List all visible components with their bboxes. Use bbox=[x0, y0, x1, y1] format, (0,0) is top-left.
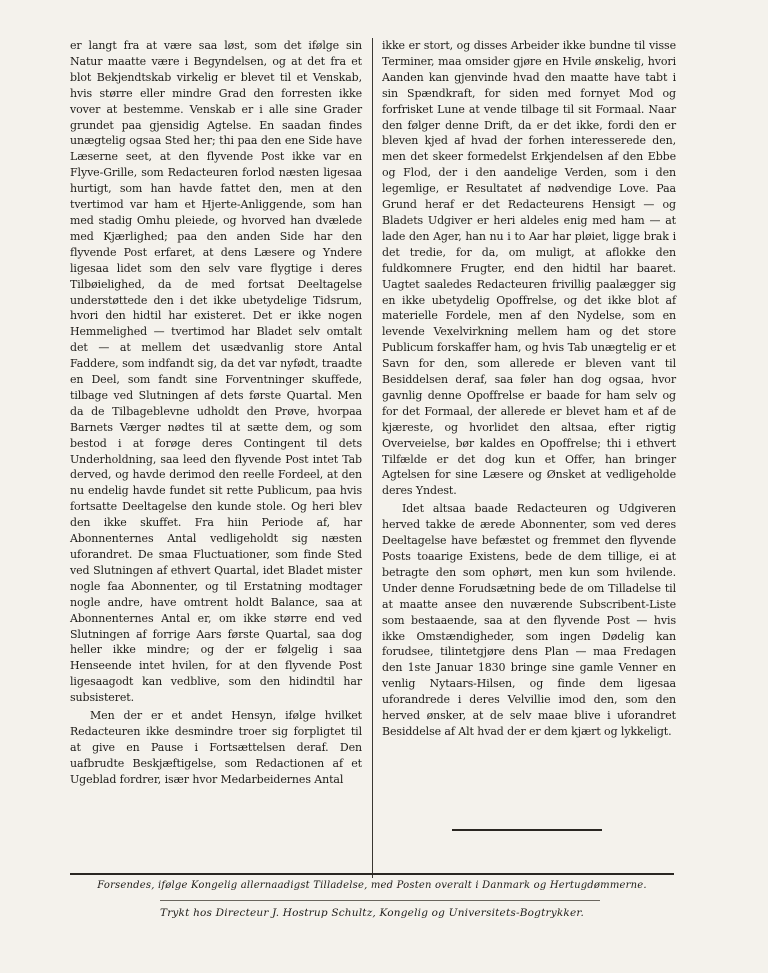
left-column bbox=[70, 38, 362, 788]
right-paragraph-1: ikke er stort, og disses Arbeider ikke bundne til visse Terminer, maa omsider gjøre en Hvile ønskelig, hvori Aanden kan gjenvinde hvad den maatte have tabt i sin Spændkraft, for siden med fornyet Mod og forfrisket Lune at vende tilbage til sit Formaal. Naar den følger denne Drift, da er det ikke, fordi den er bleven kjed af hvad der forhen interesserede den, men det skeer formedelst Erkjendelsen af den Ebbe og Flod, der i den aandelige Verden, som i den legemlige, er Resultatet af nødvendige Love. Paa Grund heraf er det Redacteurens Hensigt — og Bladets Udgiver er heri aldeles enig med ham — at lade den Ager, han nu i to Aar har pløiet, ligge brak i det tredie, for da, om muligt, at aflokke den fuldkomnere Frugter, end den hidtil har baaret. Uagtet saaledes Redacteuren frivillig paalægger sig en ikke ubetydelig Opoffrelse, og det ikke blot af materielle Fordele, men af den Nydelse, som en levende Vexelvirkning mellem ham og det store Publicum forskaffer ham, og hvis Tab unægtelig er et Savn for den, som allerede er bleven vant til Besiddelsen deraf, saa føler han dog ogsaa, hvor gavnlig denne Opoffrelse er baade for ham selv og for det Formaal, der allerede er blevet ham et af de kjæreste, og hvorlidet den altsaa, efter rigtig Overveielse, bør kaldes en Opoffrelse; thi i ethvert Tilfælde er det dog kun et Offer, han bringer Agtelsen for sine Læsere og Ønsket at vedligeholde deres Yndest. bbox=[382, 39, 676, 498]
printer-imprint: Trykt hos Directeur J. Hostrup Schultz, Kongelig og Universitets-Bogtrykker. bbox=[160, 907, 584, 919]
right-column bbox=[382, 38, 676, 740]
column-divider bbox=[372, 38, 373, 878]
footer-top-rule bbox=[70, 873, 674, 875]
footer-divider bbox=[160, 900, 600, 901]
postal-notice: Forsendes, ifølge Kongelig allernaadigst Tilladelse, med Posten overalt i Danmark og Hertugdømmerne. bbox=[97, 880, 647, 891]
left-paragraph-1: er langt fra at være saa løst, som det ifølge sin Natur maatte være i Begyndelsen, og at det fra et blot Bekjendtskab virkelig er blevet til et Venskab, hvis større eller mindre Grad den forresten ikke vover at bestemme. Venskab er i alle sine Grader grundet paa gjensidig Agtelse. En saadan findes unægtelig ogsaa Sted her; thi paa den ene Side have Læserne seet, at den flyvende Post ikke var en Flyve-Grille, som Redacteuren forlod næsten ligesaa hurtigt, som han havde fattet den, men at den tvertimod var ham et Hjerte-Anliggende, som han med stadig Omhu pleiede, og hvorved han dvælede med Kjærlighed; paa den anden Side har den flyvende Post erfaret, at dens Læsere og Yndere ligesaa lidet som den selv vare flygtige i deres Tilbøielighed, da de med fortsat Deeltagelse understøttede den i det ikke ubetydelige Tidsrum, hvori den hidtil har existeret. Det er ikke nogen Hemmelighed — tvertimod har Bladet selv omtalt det — at mellem det usædvanlig store Antal Faddere, som indfandt sig, da det var nyfødt, traadte en Deel, som fandt sine Forventninger skuffede, tilbage ved Slutningen af dets første Quartal. Men da de Tilbageblevne udholdt den Prøve, hvorpaa Barnets Værger nødtes til at sætte dem, og som bestod i at forøge deres Contingent til dets Underholdning, saa leed den flyvende Post intet Tab derved, og havde derimod den reelle Fordeel, at den nu endelig havde fundet sit rette Publicum, paa hvis fortsatte Deeltagelse den kunde stole. Og heri blev den ikke skuffet. Fra hiin Periode af, har Abonnenternes Antal vedligeholdt sig næsten uforandret. De smaa Fluctuationer, som finde Sted ved Slutningen af ethvert Quartal, idet Bladet mister nogle faa Abonnenter, og til Erstatning modtager nogle andre, have omtrent holdt Balance, saa at Abonnenternes Antal er, om ikke større end ved Slutningen af forrige Aars første Quartal, saa dog heller ikke mindre; og der er følgelig i saa Henseende intet hvilen, for at den flyvende Post ligesaagodt kan vedblive, som den hidindtil har subsisteret. bbox=[70, 39, 362, 705]
left-paragraph-2: Men der er et andet Hensyn, ifølge hvilket Redacteuren ikke desmindre troer sig forpligtet til at give en Pause i Fortsættelsen deraf. Den uafbrudte Beskjæftigelse, som Redactionen af et Ugeblad fordrer, især hvor Medarbeidernes Antal bbox=[70, 709, 362, 786]
article-end-rule bbox=[452, 829, 602, 831]
right-paragraph-2: Idet altsaa baade Redacteuren og Udgiveren herved takke de ærede Abonnenter, som ved deres Deeltagelse have befæstet og fremmet den flyvende Posts toaarige Existens, bede de dem tillige, ei at betragte den som ophørt, men kun som hvilende. Under denne Forudsætning bede de om Tilladelse til at maatte ansee den nuværende Subscribent-Liste som bestaaende, saa at den flyvende Post — hvis ikke Omstændigheder, som ingen Dødelig kan forudsee, tilintetgjøre dens Plan — maa Fredagen den 1ste Januar 1830 bringe sine gamle Venner en venlig Nytaars-Hilsen, og finde dem ligesaa uforandrede i deres Velvillie imod den, som den herved ønsker, at de selv maae blive i uforandret Besiddelse af Alt hvad der er dem kjært og lykkeligt. bbox=[382, 502, 676, 738]
